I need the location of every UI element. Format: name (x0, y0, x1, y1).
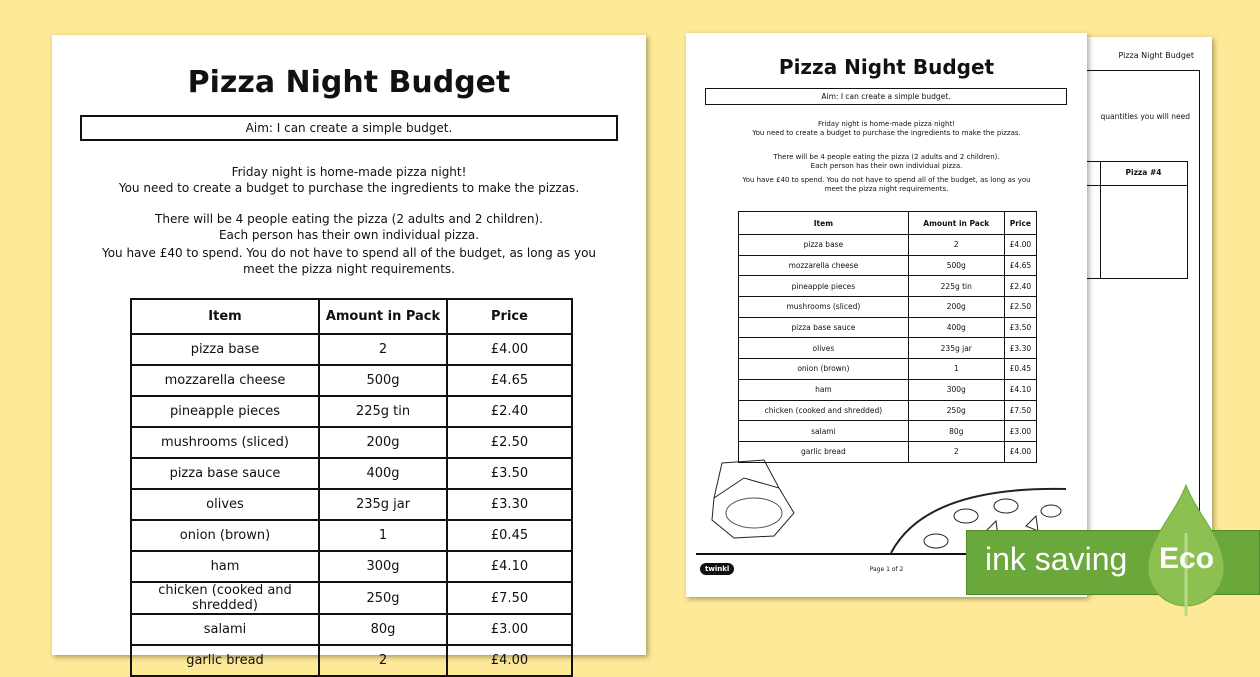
cell-price: £4.00 (447, 645, 572, 676)
cell-price: £2.50 (447, 427, 572, 458)
cell-item: ham (131, 551, 319, 582)
cell-amount: 2 (319, 645, 447, 676)
cell-item: ham (739, 379, 909, 400)
table-row (739, 379, 1037, 400)
eco-label: Eco (1159, 542, 1215, 575)
cell-amount: 2 (908, 441, 1004, 462)
cell-amount: 1 (319, 520, 447, 551)
cell-price: £4.65 (447, 365, 572, 396)
page-title: Pizza Night Budget (187, 65, 511, 100)
cell-price: £4.00 (1004, 441, 1036, 462)
cell-item: salami (131, 614, 319, 645)
cell-price: £2.40 (1004, 276, 1036, 297)
cell-item: garlic bread (131, 645, 319, 676)
cell-amount: 300g (908, 379, 1004, 400)
cell-amount: 500g (319, 365, 447, 396)
cell-amount: 500g (908, 255, 1004, 276)
cell-price: £2.50 (1004, 297, 1036, 318)
back-text: quantities you will need (1100, 112, 1190, 121)
cell-item: chicken (cooked and shredded) (131, 582, 319, 614)
intro-text: Friday night is home-made pizza night! You need to create a budget to purchase the ingredients to make the pizzas. (118, 165, 580, 195)
cell-item: pizza base sauce (131, 458, 319, 489)
cell-item: pizza base (739, 235, 909, 256)
cell-item: olives (739, 338, 909, 359)
table-row (131, 396, 572, 427)
table-row (131, 427, 572, 458)
cell-amount: 250g (319, 582, 447, 614)
cell-amount: 400g (908, 317, 1004, 338)
cell-price: £0.45 (447, 520, 572, 551)
table-row (739, 400, 1037, 421)
page-title: Pizza Night Budget (778, 55, 995, 79)
table-row (739, 359, 1037, 380)
table-row (131, 489, 572, 520)
cell-item: garlic bread (739, 441, 909, 462)
budget-text: You have £40 to spend. You do not have to spend all of the budget, as long as you meet the pizza night requirements. (742, 176, 1031, 193)
cell-price: £4.10 (1004, 379, 1036, 400)
price-table: Item Amount in Pack Price pizza base 2 £4.00 mozzarella cheese 500g £4.65 pineapple pieces 225g tin £2.40 mushrooms (sliced) 200g £2.50 pizza base sauce 400g £3.50 olives 235g jar £3.30 onion (brown) 1 £0.45 ham 300g £4.10 chicken (cooked and shredded) 250g £7.50 salami 80g £3.00 garlic bread 2 £4.00 (130, 298, 573, 677)
back-title: Pizza Night Budget (1118, 51, 1194, 60)
price-table: Item Amount in Pack Price pizza base 2 £4.00 mozzarella cheese 500g £4.65 pineapple pieces 225g tin £2.40 mushrooms (sliced) 200g £2.50 pizza base sauce 400g £3.50 olives 235g jar £3.30 onion (brown) 1 £0.45 ham 300g £4.10 chicken (cooked and shredded) 250g £7.50 salami 80g £3.00 garlic bread 2 £4.00 (738, 211, 1037, 463)
cell-price: £0.45 (1004, 359, 1036, 380)
cell-price: £4.00 (447, 334, 572, 365)
table-row (131, 551, 572, 582)
cell-item: pineapple pieces (739, 276, 909, 297)
table-row (131, 334, 572, 365)
cell-amount: 250g (908, 400, 1004, 421)
page-1-thumbnail (686, 33, 1087, 597)
cell-item: mozzarella cheese (739, 255, 909, 276)
cell-price: £3.30 (447, 489, 572, 520)
table-row (131, 520, 572, 551)
cell-amount: 2 (319, 334, 447, 365)
cell-price: £7.50 (447, 582, 572, 614)
cell-price: £4.10 (447, 551, 572, 582)
cell-amount: 80g (319, 614, 447, 645)
cell-price: £3.00 (447, 614, 572, 645)
table-row (131, 458, 572, 489)
aim-box: Aim: I can create a simple budget. (80, 115, 618, 141)
table-row (739, 276, 1037, 297)
cell-amount: 225g tin (908, 276, 1004, 297)
cell-amount: 1 (908, 359, 1004, 380)
cell-item: olives (131, 489, 319, 520)
cell-item: mushrooms (sliced) (739, 297, 909, 318)
cell-item: salami (739, 421, 909, 442)
cell-item: chicken (cooked and shredded) (739, 400, 909, 421)
table-row (131, 582, 572, 614)
cell-amount: 2 (908, 235, 1004, 256)
cell-item: pizza base (131, 334, 319, 365)
table-row (131, 645, 572, 676)
cell-price: £3.00 (1004, 421, 1036, 442)
table-row (739, 317, 1037, 338)
cell-amount: 300g (319, 551, 447, 582)
page-1-zoomed (52, 35, 646, 668)
cell-item: mushrooms (sliced) (131, 427, 319, 458)
cell-item: pizza base sauce (739, 317, 909, 338)
aim-box: Aim: I can create a simple budget. (705, 88, 1067, 105)
table-row (739, 297, 1037, 318)
intro-text: Friday night is home-made pizza night! You need to create a budget to purchase the ingredients to make the pizzas. (752, 120, 1021, 137)
cell-price: £3.30 (1004, 338, 1036, 359)
cell-amount: 200g (319, 427, 447, 458)
cell-price: £4.00 (1004, 235, 1036, 256)
cell-price: £2.40 (447, 396, 572, 427)
budget-text: You have £40 to spend. You do not have to spend all of the budget, as long as you meet the pizza night requirements. (101, 246, 597, 276)
cell-price: £3.50 (1004, 317, 1036, 338)
cell-amount: 235g jar (908, 338, 1004, 359)
table-row (739, 338, 1037, 359)
cell-amount: 400g (319, 458, 447, 489)
table-row (739, 255, 1037, 276)
people-text: There will be 4 people eating the pizza (2 adults and 2 children). Each person has their own individual pizza. (773, 153, 1000, 170)
cell-amount: 80g (908, 421, 1004, 442)
table-row (131, 365, 572, 396)
cell-item: mozzarella cheese (131, 365, 319, 396)
table-row (739, 421, 1037, 442)
twinkl-logo: twinkl (700, 563, 734, 575)
cell-item: onion (brown) (739, 359, 909, 380)
page-number: Page 1 of 2 (869, 566, 904, 573)
cell-item: onion (brown) (131, 520, 319, 551)
back-col-header: Pizza #4 (1125, 168, 1162, 177)
table-row (739, 235, 1037, 256)
cell-amount: 225g tin (319, 396, 447, 427)
people-text: There will be 4 people eating the pizza (2 adults and 2 children). Each person has their own individual pizza. (155, 212, 543, 242)
cell-item: pineapple pieces (131, 396, 319, 427)
cell-amount: 200g (908, 297, 1004, 318)
pizza-box-illustration (704, 458, 804, 543)
cell-price: £4.65 (1004, 255, 1036, 276)
cell-amount: 235g jar (319, 489, 447, 520)
ink-saving-label: ink saving (985, 541, 1128, 577)
cell-price: £3.50 (447, 458, 572, 489)
cell-price: £7.50 (1004, 400, 1036, 421)
